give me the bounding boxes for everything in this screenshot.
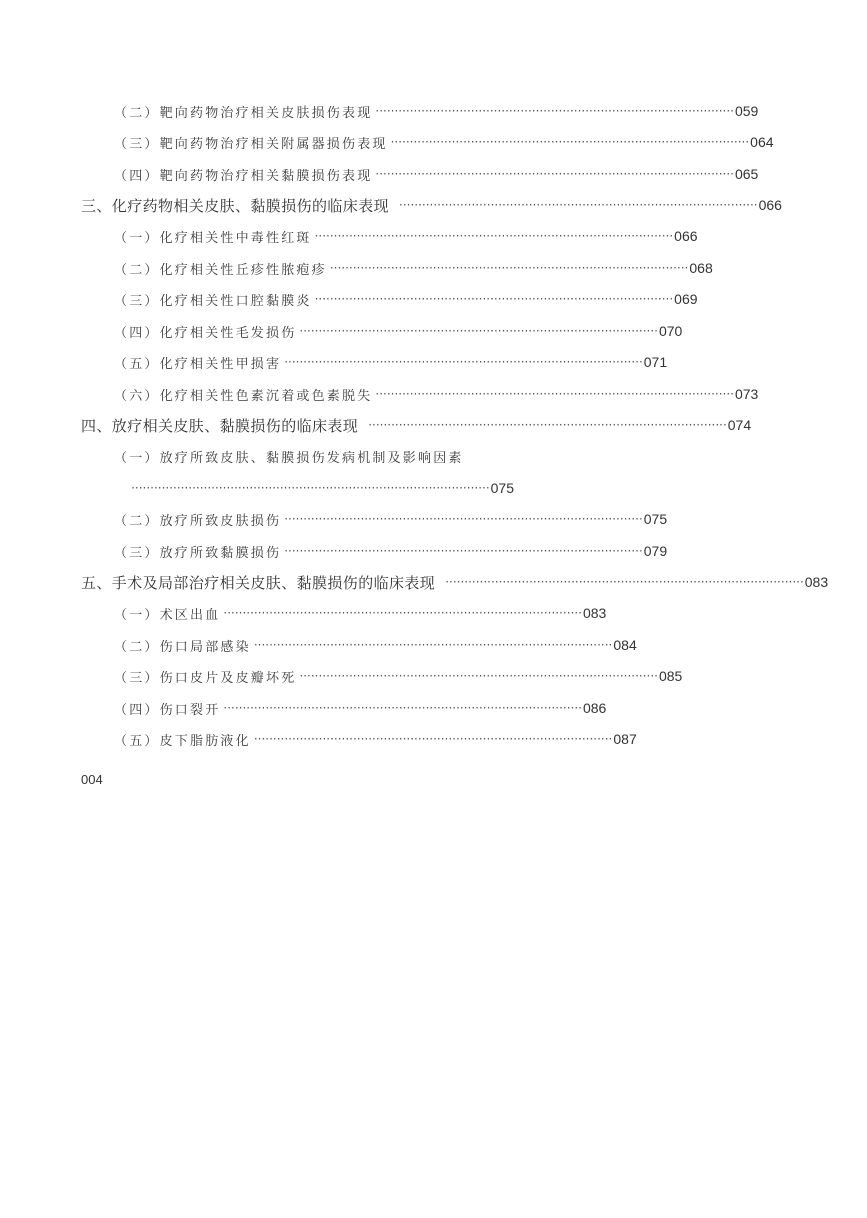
toc-entry-title: （一）化疗相关性中毒性红斑	[114, 230, 312, 246]
toc-entry-title: （四）靶向药物治疗相关黏膜损伤表现	[114, 168, 373, 184]
toc-entry[interactable]	[114, 506, 668, 532]
toc-entry-page: 073	[734, 386, 759, 402]
toc-section-title: 四、放疗相关皮肤、黏膜损伤的临床表现	[81, 416, 359, 435]
dot-leader: ······························································································	[223, 606, 582, 620]
toc-section-title: 五、手术及局部治疗相关皮肤、黏膜损伤的临床表现	[81, 573, 436, 592]
toc-entry-page: 068	[689, 260, 713, 276]
dot-leader: ······························································································	[375, 104, 734, 118]
dot-leader: ······························································································	[131, 481, 490, 495]
toc-entry[interactable]	[114, 349, 668, 375]
dot-leader: ······························································································	[299, 324, 658, 338]
toc-entry-title: （一）放疗所致皮肤、黏膜损伤发病机制及影响因素	[114, 450, 464, 466]
toc-entry[interactable]	[114, 161, 759, 187]
dot-leader: ······························································································	[314, 292, 674, 306]
toc-entry[interactable]	[114, 129, 774, 155]
dot-leader: ······························································································	[329, 261, 689, 275]
dot-leader: ······························································································	[284, 544, 643, 558]
toc-entry[interactable]	[114, 600, 607, 626]
toc-entry[interactable]	[114, 223, 698, 249]
dot-leader: ······························································································	[368, 418, 727, 432]
page-number: 004	[81, 772, 103, 787]
toc-entry-page: 065	[734, 166, 759, 182]
dot-leader: ······························································································	[284, 512, 643, 526]
dot-leader: ······························································································	[375, 387, 734, 401]
toc-entry[interactable]	[114, 632, 637, 658]
dot-leader: ······························································································	[399, 198, 758, 212]
toc-entry-title: （三）靶向药物治疗相关附属器损伤表现	[114, 136, 388, 152]
toc-entry[interactable]	[114, 726, 637, 752]
toc-entry-title: （四）化疗相关性毛发损伤	[114, 325, 297, 341]
dot-leader: ······························································································	[299, 669, 658, 683]
toc-entry-title: （一）术区出血	[114, 607, 221, 623]
toc-entry-page: 059	[734, 103, 759, 119]
dot-leader: ······························································································	[253, 638, 613, 652]
toc-section[interactable]	[81, 412, 752, 438]
toc-entry-title: （三）伤口皮片及皮瓣坏死	[114, 670, 297, 686]
toc-entry-title: （二）伤口局部感染	[114, 639, 251, 655]
dot-leader: ······························································································	[390, 135, 750, 149]
toc-section-page: 066	[758, 197, 782, 213]
toc-entry[interactable]	[114, 381, 759, 407]
toc-entry[interactable]	[114, 663, 683, 689]
toc-entry-title: （二）化疗相关性丘疹性脓疱疹	[114, 262, 327, 278]
toc-entry-page: 084	[613, 637, 637, 653]
toc-entry-title: （三）放疗所致黏膜损伤	[114, 545, 282, 561]
toc-entry[interactable]	[114, 695, 607, 721]
toc-entry-page: 079	[643, 543, 668, 559]
dot-leader: ······························································································	[223, 701, 582, 715]
toc-entry[interactable]	[114, 538, 668, 564]
dot-leader: ······························································································	[253, 732, 613, 746]
toc-entry[interactable]	[114, 286, 698, 312]
toc-entry-page: 083	[582, 605, 607, 621]
toc-entry[interactable]	[114, 255, 713, 281]
toc-entry-title: （二）放疗所致皮肤损伤	[114, 513, 282, 529]
dot-leader: ······························································································	[375, 167, 734, 181]
toc-entry[interactable]	[114, 443, 514, 469]
toc-entry-title: （五）皮下脂肪液化	[114, 733, 251, 749]
toc-section-page: 074	[727, 417, 752, 433]
dot-leader: ······························································································	[445, 575, 804, 589]
toc-entry-page: 064	[750, 134, 774, 150]
toc-entry[interactable]	[114, 98, 759, 124]
toc-section[interactable]	[81, 192, 782, 218]
toc-entry-title: （四）伤口裂开	[114, 702, 221, 718]
toc-entry-title: （三）化疗相关性口腔黏膜炎	[114, 293, 312, 309]
toc-entry-title: （二）靶向药物治疗相关皮肤损伤表现	[114, 105, 373, 121]
toc-entry-page: 075	[643, 511, 668, 527]
toc-section[interactable]	[81, 569, 829, 595]
toc-section-title: 三、化疗药物相关皮肤、黏膜损伤的临床表现	[81, 196, 390, 215]
toc-entry-page: 087	[613, 731, 637, 747]
toc-entry-page: 069	[674, 291, 698, 307]
toc-entry[interactable]	[114, 318, 683, 344]
toc-entry-page: 075	[490, 480, 514, 496]
dot-leader: ······························································································	[314, 229, 674, 243]
toc-entry-page: 085	[658, 668, 683, 684]
dot-leader: ······························································································	[284, 355, 643, 369]
toc-entry-page: 070	[658, 323, 683, 339]
toc-entry-title: （五）化疗相关性甲损害	[114, 356, 282, 372]
toc-section-page: 083	[804, 574, 829, 590]
toc-entry-page: 086	[582, 700, 607, 716]
toc-entry-page: 071	[643, 354, 668, 370]
toc-entry-continuation[interactable]	[124, 475, 514, 501]
toc-entry-page: 066	[674, 228, 698, 244]
toc-entry-title: （六）化疗相关性色素沉着或色素脱失	[114, 388, 373, 404]
